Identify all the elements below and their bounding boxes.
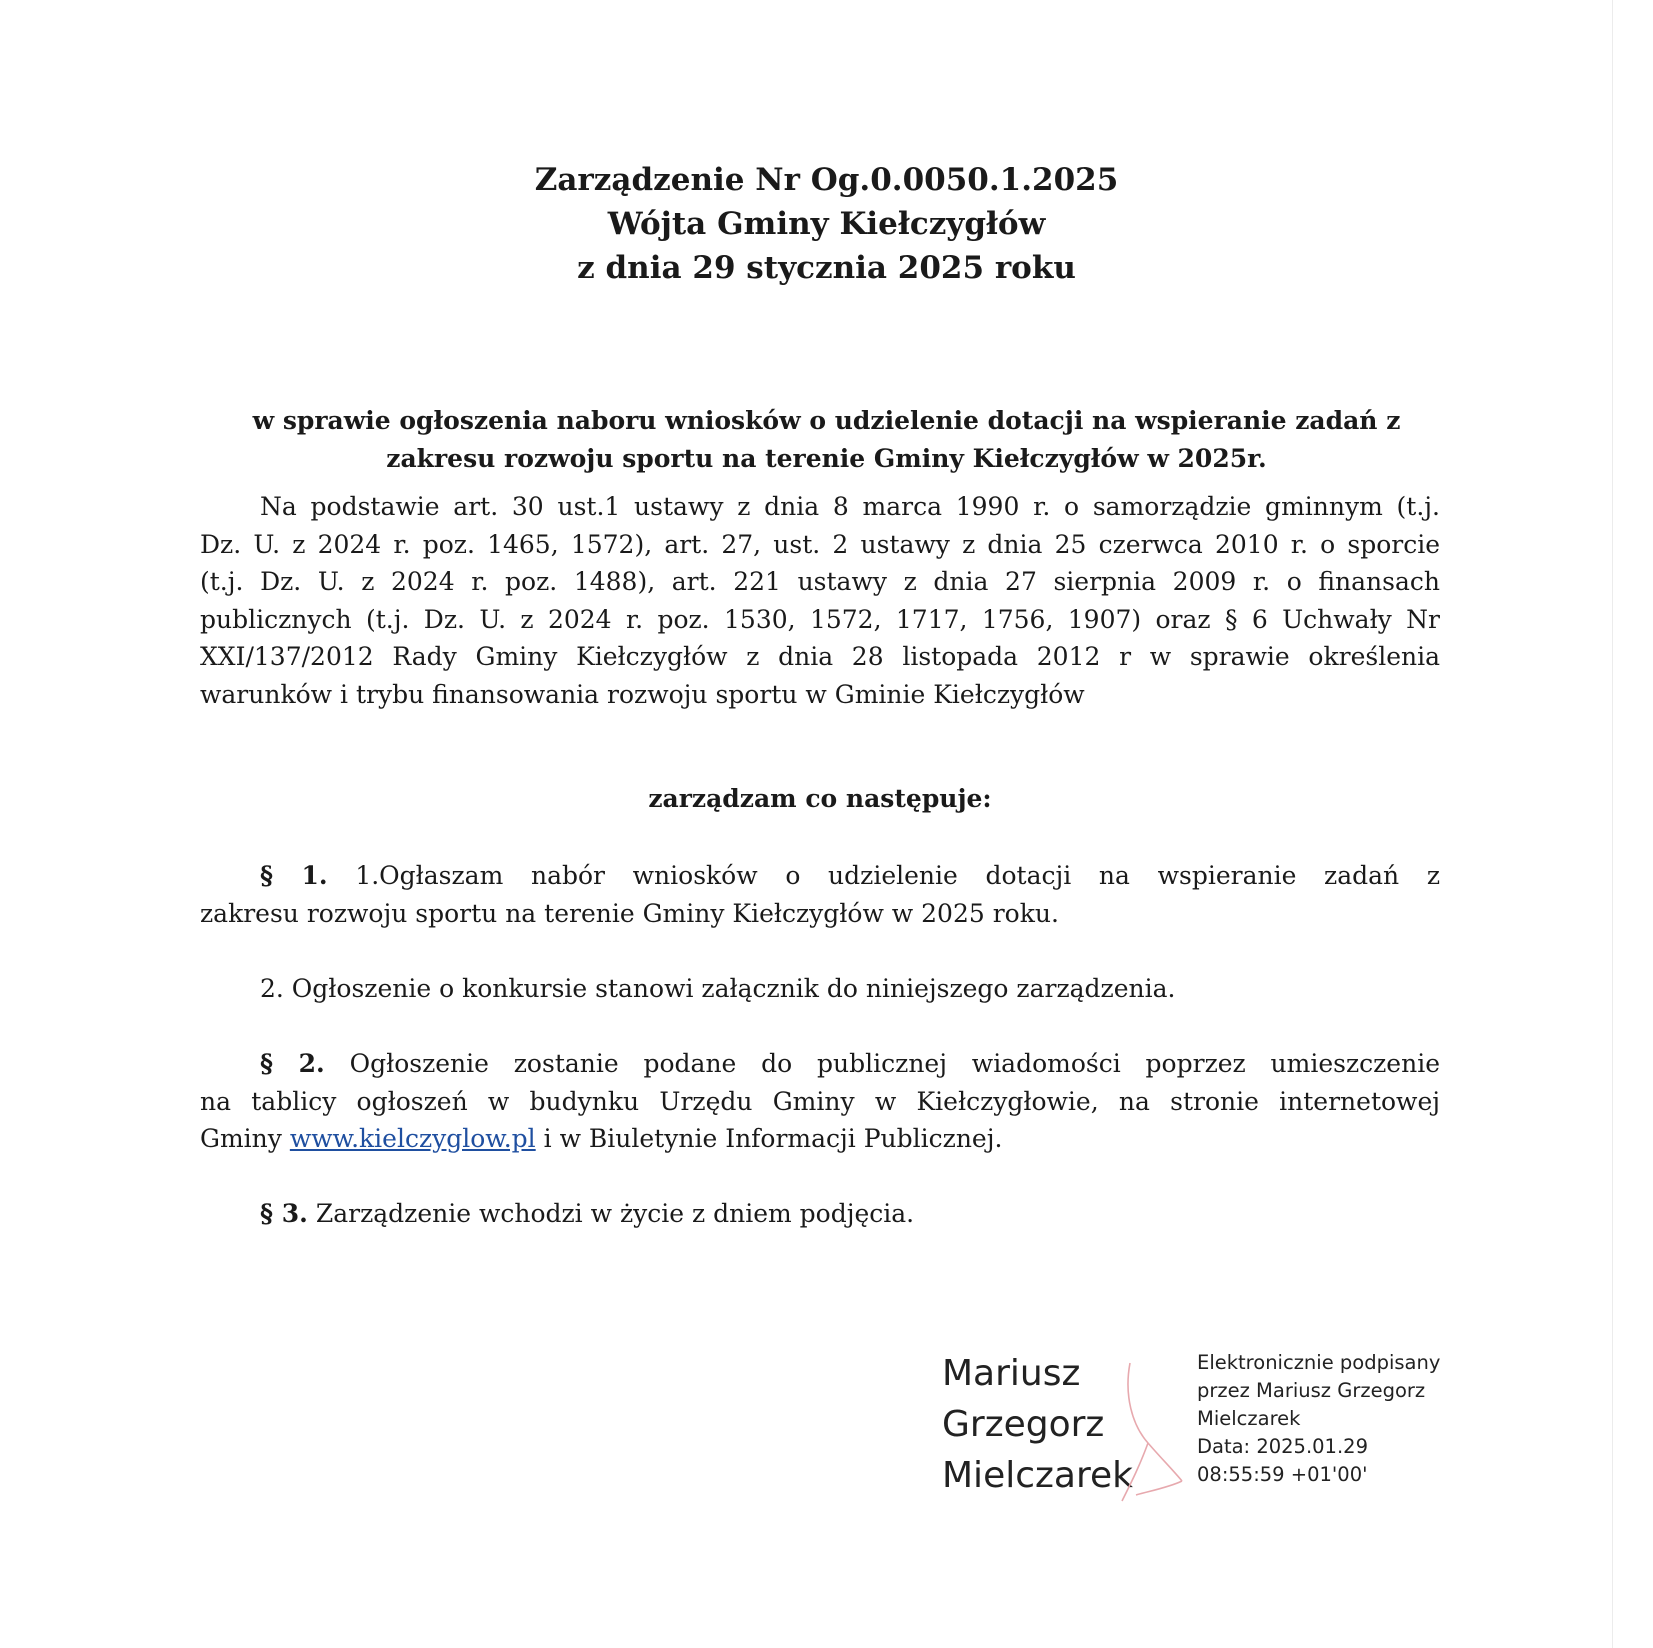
decree-date: z dnia 29 stycznia 2025 roku — [577, 250, 1076, 286]
legal-basis-line-3: (t.j. Dz. U. z 2024 r. poz. 1488), art. 221 ustawy z dnia 27 sierpnia 2009 r. o finansach — [200, 567, 1440, 596]
signature-detail-line-4: Data: 2025.01.29 — [1197, 1435, 1368, 1458]
legal-basis-line-4: publicznych (t.j. Dz. U. z 2024 r. poz. 1530, 1572, 1717, 1756, 1907) oraz § 6 Uchwały Nr — [200, 604, 1440, 634]
section-2-mark: § 2. — [260, 1049, 325, 1078]
section-2-line-3-prefix: Gminy — [200, 1124, 290, 1153]
legal-basis-line-6: warunków i trybu finansowania rozwoju sportu w Gminie Kiełczygłów — [200, 679, 1085, 709]
section-2-line-2: na tablicy ogłoszeń w budynku Urzędu Gminy w Kiełczygłowie, na stronie internetowej — [200, 1086, 1440, 1116]
decree-subject — [0, 402, 1653, 478]
signature-detail-line-1: Elektronicznie podpisany — [1197, 1351, 1441, 1374]
section-2-line-3 — [200, 1120, 1440, 1158]
section-2-line-3-suffix: i w Biuletynie Informacji Publicznej. — [535, 1124, 1003, 1153]
issuer: Wójta Gminy Kiełczygłów — [607, 206, 1046, 242]
section-1-line-1 — [200, 857, 1440, 895]
legal-basis-line-1: Na podstawie art. 30 ust.1 ustawy z dnia 8 marca 1990 r. o samorządzie gminnym (t.j. — [260, 492, 1440, 521]
section-1-line-2: zakresu rozwoju sportu na terenie Gminy Kiełczygłów w 2025 roku. — [200, 898, 1059, 928]
subject-line-1: w sprawie ogłoszenia naboru wniosków o udzielenie dotacji na wspieranie zadań z — [252, 406, 1401, 435]
subject-line-2: zakresu rozwoju sportu na terenie Gminy Kiełczygłów w 2025r. — [386, 444, 1267, 473]
section-1-text: 1.Ogłaszam nabór wniosków o udzielenie dotacji na wspieranie zadań z — [355, 861, 1440, 890]
signature-details — [1197, 1349, 1440, 1489]
legal-basis-line-5: XXI/137/2012 Rady Gminy Kiełczygłów z dnia 28 listopada 2012 r w sprawie określenia — [200, 642, 1440, 671]
section-1 — [200, 857, 1440, 932]
signer-name-line-1: Mariusz — [942, 1353, 1081, 1394]
signature-detail-line-3: Mielczarek — [1197, 1407, 1301, 1430]
section-1-mark: § 1. — [260, 861, 328, 890]
section-2-line-1 — [200, 1045, 1440, 1083]
section-3-mark: § 3. — [260, 1199, 308, 1228]
section-2 — [200, 1045, 1440, 1158]
section-3-line — [200, 1195, 1440, 1233]
section-3-text: Zarządzenie wchodzi w życie z dniem podjęcia. — [307, 1199, 915, 1228]
website-link[interactable]: www.kielczyglow.pl — [289, 1124, 536, 1153]
signer-name-line-3: Mielczarek — [942, 1455, 1133, 1496]
signature-detail-line-2: przez Mariusz Grzegorz — [1197, 1379, 1426, 1402]
section-1-point-2-text: 2. Ogłoszenie o konkursie stanowi załącznik do niniejszego zarządzenia. — [260, 974, 1176, 1003]
legal-basis-paragraph — [200, 488, 1440, 713]
decree-number: Zarządzenie Nr Og.0.0050.1.2025 — [534, 162, 1119, 198]
decree-phrase: zarządzam co następuje: — [648, 784, 992, 813]
signature-detail-line-5: 08:55:59 +01'00' — [1197, 1463, 1368, 1486]
section-3 — [200, 1195, 1440, 1233]
signer-name — [942, 1348, 1133, 1501]
document-header — [0, 158, 1653, 290]
legal-basis-line-2: Dz. U. z 2024 r. poz. 1465, 1572), art. 27, ust. 2 ustawy z dnia 25 czerwca 2010 r. o sporcie — [200, 529, 1440, 559]
section-1-point-2 — [200, 970, 1440, 1008]
section-2-text: Ogłoszenie zostanie podane do publicznej wiadomości poprzez umieszczenie — [349, 1049, 1440, 1078]
signature-mark-icon — [1110, 1355, 1200, 1505]
signer-name-line-2: Grzegorz — [942, 1404, 1105, 1445]
